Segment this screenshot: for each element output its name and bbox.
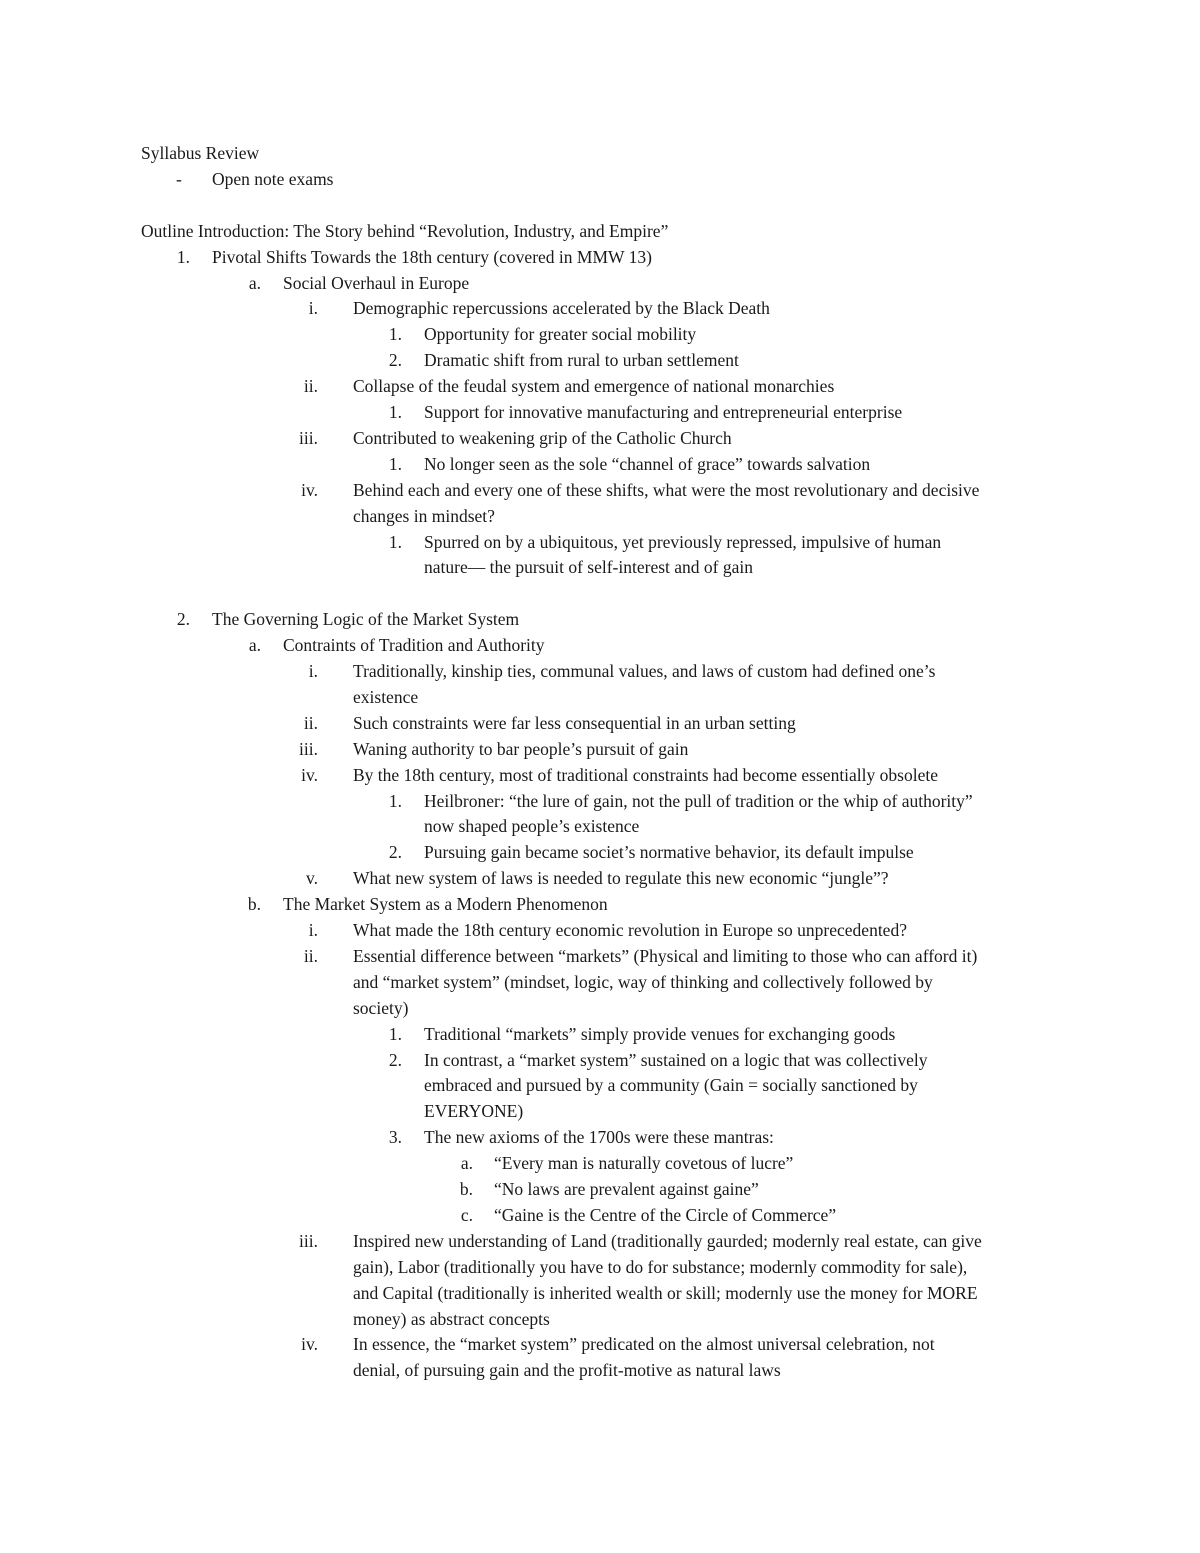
outline-marker: c. — [460, 1204, 473, 1225]
bullet-dash-marker: - — [176, 168, 182, 189]
outline-item-text: Social Overhaul in Europe — [283, 272, 470, 293]
outline-marker: iii. — [299, 427, 318, 448]
outline-marker: iii. — [299, 1230, 318, 1251]
outline-item-text: Contraints of Tradition and Authority — [283, 635, 545, 656]
outline-item-text: society) — [353, 997, 409, 1018]
outline-item-text: now shaped people’s existence — [424, 816, 640, 837]
outline-item-level-4 — [0, 321, 1200, 347]
section-heading — [0, 140, 1200, 166]
outline-marker: iv. — [301, 479, 318, 500]
outline-item-text: The new axioms of the 1700s were these mantras: — [424, 1127, 774, 1148]
outline-marker: 2. — [388, 1049, 402, 1070]
outline-marker: 3. — [388, 1127, 402, 1148]
outline-marker: iv. — [301, 1334, 318, 1355]
outline-item-text: Pursuing gain became societ’s normative behavior, its default impulse — [424, 842, 914, 863]
outline-item-level-5 — [0, 1150, 1200, 1176]
outline-item-level-3 — [0, 736, 1200, 762]
outline-marker: b. — [459, 1179, 473, 1199]
outline-item-level-3 — [0, 295, 1200, 321]
outline-item-level-3 — [0, 917, 1200, 943]
outline-marker: iv. — [301, 764, 318, 785]
outline-item-text: embraced and pursued by a community (Gain = socially sanctioned by — [424, 1075, 918, 1096]
outline-item-level-4 — [0, 399, 1200, 425]
outline-item-text: Heilbroner: “the lure of gain, not the pull of tradition or the whip of authority” — [424, 790, 973, 811]
outline-item-text: In contrast, a “market system” sustained on a logic that was collectively — [424, 1049, 928, 1070]
outline-item-text: “Gaine is the Centre of the Circle of Commerce” — [494, 1204, 837, 1225]
outline-item-level-4 — [0, 1124, 1200, 1150]
outline-item-level-3 — [0, 1331, 1200, 1357]
outline-marker: i. — [308, 661, 318, 681]
outline-marker: 1. — [388, 531, 402, 552]
outline-marker: 1. — [388, 324, 402, 345]
outline-marker: 1. — [388, 1023, 402, 1044]
dash-list-item — [0, 166, 1200, 192]
outline-marker: i. — [308, 298, 318, 319]
outline-item-level-3-continuation — [0, 1254, 1200, 1280]
outline-marker: i. — [308, 920, 318, 940]
outline-item-level-4 — [0, 1021, 1200, 1047]
outline-item-text: Contributed to weakening grip of the Catholic Church — [353, 427, 732, 448]
outline-item-level-3 — [0, 710, 1200, 736]
outline-item-text: Dramatic shift from rural to urban settlement — [424, 350, 739, 371]
outline-item-text: “Every man is naturally covetous of lucre” — [494, 1153, 794, 1174]
syllabus-review-title: Syllabus Review — [141, 143, 260, 163]
outline-item-level-1 — [0, 606, 1200, 632]
outline-marker: ii. — [303, 376, 318, 397]
outline-item-text: By the 18th century, most of traditional constraints had become essentially obsolete — [353, 764, 938, 785]
outline-item-level-3 — [0, 425, 1200, 451]
outline-item-level-3 — [0, 477, 1200, 503]
outline-marker: ii. — [303, 945, 318, 966]
outline-item-text: Traditionally, kinship ties, communal values, and laws of custom had defined one’s — [353, 661, 936, 681]
outline-item-level-3-continuation — [0, 969, 1200, 995]
outline-item-level-4 — [0, 347, 1200, 373]
outline-item-level-3-continuation — [0, 995, 1200, 1021]
outline-item-level-3-continuation — [0, 1357, 1200, 1383]
outline-marker: 1. — [176, 246, 190, 267]
outline-item-level-2 — [0, 632, 1200, 658]
outline-item-text: Collapse of the feudal system and emergence of national monarchies — [353, 376, 835, 397]
outline-marker: iii. — [299, 738, 318, 759]
outline-title: Outline Introduction: The Story behind “Revolution, Industry, and Empire” — [141, 220, 669, 241]
outline-item-text: “No laws are prevalent against gaine” — [494, 1179, 759, 1199]
outline-item-text: No longer seen as the sole “channel of grace” towards salvation — [424, 453, 871, 474]
outline-item-level-4-continuation — [0, 1072, 1200, 1098]
outline-item-level-3-continuation — [0, 503, 1200, 529]
outline-item-text: and “market system” (mindset, logic, way of thinking and collectively followed by — [353, 971, 933, 992]
outline-item-level-2 — [0, 270, 1200, 296]
outline-item-text: Essential difference between “markets” (Physical and limiting to those who can afford it) — [353, 945, 978, 966]
outline-item-level-3 — [0, 865, 1200, 891]
outline-item-text: What made the 18th century economic revolution in Europe so unprecedented? — [353, 920, 907, 940]
outline-item-level-4-continuation — [0, 813, 1200, 839]
outline-item-level-3 — [0, 658, 1200, 684]
outline-item-level-3-continuation — [0, 684, 1200, 710]
outline-item-text: Demographic repercussions accelerated by the Black Death — [353, 298, 770, 319]
outline-item-text: In essence, the “market system” predicated on the almost universal celebration, not — [353, 1334, 935, 1355]
outline-item-level-1 — [0, 244, 1200, 270]
outline-item-text: existence — [353, 686, 419, 707]
outline-item-level-4 — [0, 839, 1200, 865]
outline-item-text: nature— the pursuit of self-interest and of gain — [424, 557, 753, 578]
outline-item-text: gain), Labor (traditionally you have to do for substance; modernly commodity for sale), — [353, 1256, 968, 1277]
outline-item-level-4-continuation — [0, 1098, 1200, 1124]
outline-item-text: Spurred on by a ubiquitous, yet previously repressed, impulsive of human — [424, 531, 942, 552]
outline-item-level-3-continuation — [0, 1280, 1200, 1306]
outline-marker: 2. — [388, 350, 402, 371]
outline-item-level-4 — [0, 529, 1200, 555]
outline-item-text: Such constraints were far less consequential in an urban setting — [353, 712, 796, 733]
outline-marker: b. — [247, 894, 261, 915]
outline-item-text: What new system of laws is needed to regulate this new economic “jungle”? — [353, 868, 889, 889]
outline-item-level-3 — [0, 943, 1200, 969]
outline-item-level-4 — [0, 451, 1200, 477]
outline-marker: 1. — [388, 790, 402, 811]
outline-heading — [0, 218, 1200, 244]
outline-item-level-5 — [0, 1202, 1200, 1228]
outline-item-text: changes in mindset? — [353, 505, 495, 526]
outline-item-level-3-continuation — [0, 1306, 1200, 1332]
outline-marker: a. — [248, 635, 261, 656]
outline-item-text: The Market System as a Modern Phenomenon — [283, 894, 608, 915]
outline-item-text: Opportunity for greater social mobility — [424, 324, 697, 345]
outline-item-level-5 — [0, 1176, 1200, 1202]
outline-marker: 2. — [176, 609, 190, 630]
outline-marker: a. — [248, 272, 261, 293]
outline-marker: ii. — [303, 712, 318, 733]
outline-item-level-4-continuation — [0, 554, 1200, 580]
outline-marker: a. — [460, 1153, 473, 1174]
outline-item-level-4 — [0, 1047, 1200, 1073]
outline-item-text: Waning authority to bar people’s pursuit of gain — [353, 738, 689, 759]
outline-item-text: Traditional “markets” simply provide venues for exchanging goods — [424, 1023, 896, 1044]
outline-item-text: money) as abstract concepts — [353, 1308, 550, 1329]
outline-item-text: and Capital (traditionally is inherited wealth or skill; modernly use the money for MORE — [353, 1282, 978, 1303]
outline-item-text: Support for innovative manufacturing and entrepreneurial enterprise — [424, 402, 903, 422]
outline-item-level-2 — [0, 891, 1200, 917]
outline-item-text: Behind each and every one of these shifts, what were the most revolutionary and decisive — [353, 479, 980, 500]
outline-marker: 1. — [388, 453, 402, 474]
outline-item-text: EVERYONE) — [424, 1101, 524, 1122]
outline-item-level-3 — [0, 373, 1200, 399]
outline-marker: v. — [306, 868, 318, 889]
outline-marker: 2. — [388, 842, 402, 863]
outline-item-text: denial, of pursuing gain and the profit-motive as natural laws — [353, 1360, 781, 1381]
outline-marker: 1. — [388, 402, 402, 422]
outline-item-level-4 — [0, 788, 1200, 814]
outline-item-text: Inspired new understanding of Land (traditionally gaurded; modernly real estate, can give — [353, 1230, 982, 1251]
outline-item-text: Pivotal Shifts Towards the 18th century (covered in MMW 13) — [212, 246, 652, 267]
outline-item-text: The Governing Logic of the Market System — [212, 609, 520, 630]
outline-item-level-3 — [0, 1228, 1200, 1254]
outline-item-level-3 — [0, 762, 1200, 788]
list-item-text: Open note exams — [212, 168, 334, 189]
